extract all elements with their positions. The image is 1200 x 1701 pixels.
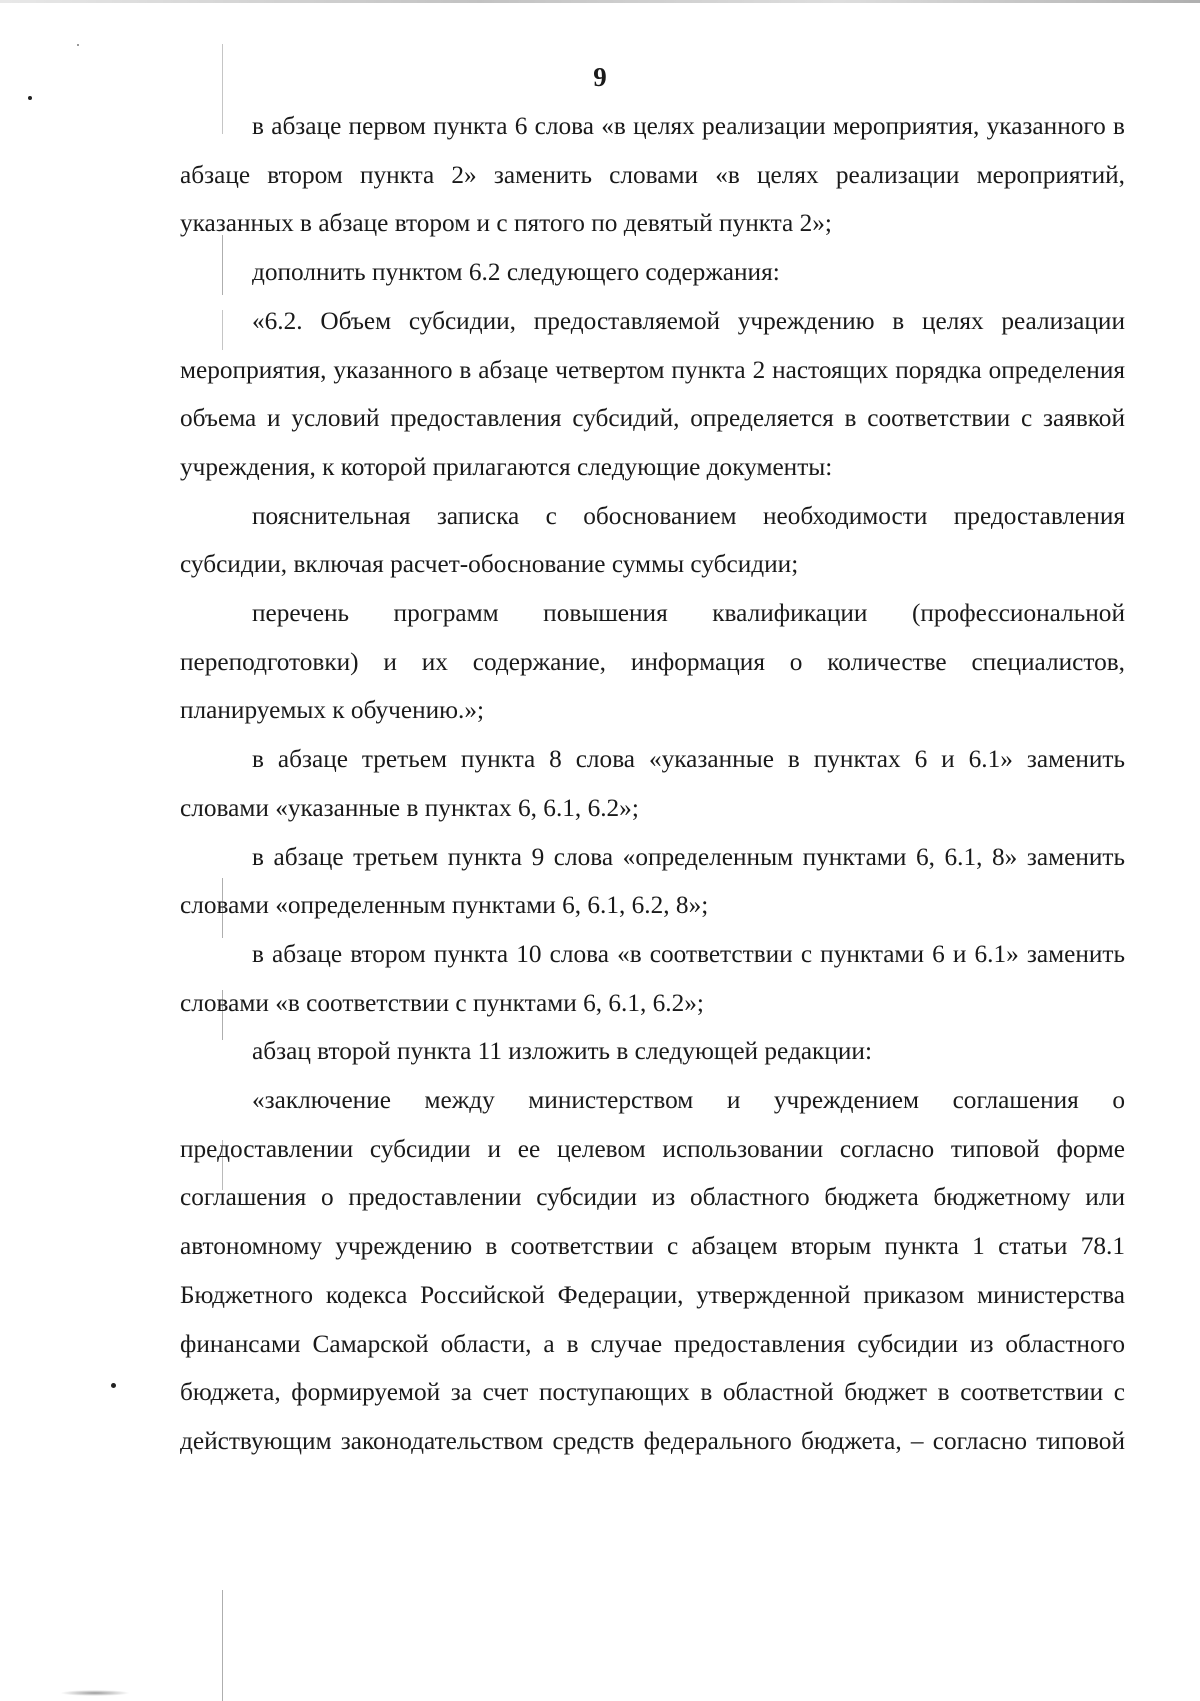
scan-speck: [77, 44, 79, 46]
paragraph: «заключение между министерством и учреждением соглашения о предоставлении субсидии и ее целевом использовании согласно типовой форме соглашения о предоставлении субсидии из областного бюджета бюджетному или автономному учреждению в соответствии с абзацем вторым пункта 1 статьи 78.1 Бюджетного кодекса Российской Федерации, утвержденной приказом министерства финансами Самарской области, а в случае предоставления субсидии из областного бюджета, формируемой за счет поступающих в областной бюджет в соответствии с действующим законодательством средств федерального бюджета, – согласно типовой: [180, 1086, 1125, 1455]
scan-edge: [0, 0, 1200, 3]
document-body: [180, 102, 1125, 1466]
paragraph: в абзаце третьем пункта 9 слова «определенным пунктами 6, 6.1, 8» заменить словами «определенным пунктами 6, 6.1, 6.2, 8»;: [180, 842, 1125, 920]
paragraph: в абзаце первом пункта 6 слова «в целях реализации мероприятия, указанного в абзаце втором пункта 2» заменить словами «в целях реализации мероприятий, указанных в абзаце втором и с пятого по девятый пункта 2»;: [180, 112, 1125, 238]
scan-margin-line: [222, 1590, 223, 1701]
paragraph: в абзаце третьем пункта 8 слова «указанные в пунктах 6 и 6.1» заменить словами «указанные в пунктах 6, 6.1, 6.2»;: [180, 745, 1125, 822]
paragraph: в абзаце втором пункта 10 слова «в соответствии с пунктами 6 и 6.1» заменить словами «в соответствии с пунктами 6, 6.1, 6.2»;: [180, 939, 1125, 1017]
scan-speck: [111, 1383, 116, 1388]
paragraph: абзац второй пункта 11 изложить в следующей редакции:: [252, 1037, 872, 1066]
paragraph: перечень программ повышения квалификации (профессиональной переподготовки) и их содержание, информация о количестве специалистов, планируемых к обучению.»;: [180, 599, 1125, 725]
paragraph: пояснительная записка с обоснованием необходимости предоставления субсидии, включая расчет-обоснование суммы субсидии;: [180, 501, 1125, 579]
paragraph: «6.2. Объем субсидии, предоставляемой учреждению в целях реализации мероприятия, указанного в абзаце четвертом пункта 2 настоящих порядка определения объема и условий предоставления субсидий, определяется в соответствии с заявкой учреждения, к которой прилагаются следующие документы:: [180, 306, 1125, 481]
scan-smudge: [60, 1690, 130, 1696]
page-number: 9: [593, 62, 607, 92]
scan-speck: [28, 96, 32, 100]
paragraph: дополнить пунктом 6.2 следующего содержания:: [252, 258, 780, 287]
